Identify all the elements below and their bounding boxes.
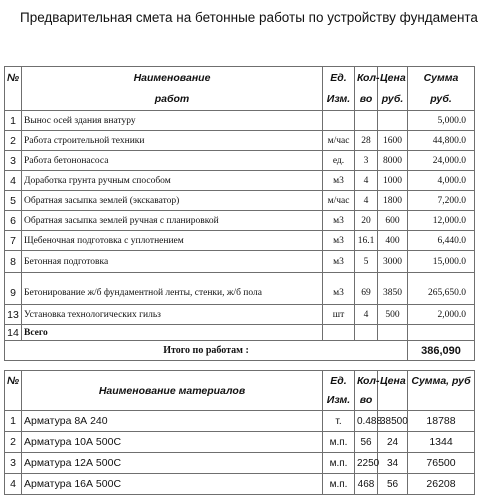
row-name: Работа строительной техники bbox=[22, 131, 323, 151]
materials-header-unit-cont: Изм. bbox=[323, 391, 355, 411]
row-sum: 76500 bbox=[408, 453, 475, 474]
table-row bbox=[5, 432, 475, 453]
table-row bbox=[5, 191, 475, 211]
row-qty bbox=[355, 111, 378, 131]
row-unit: т. bbox=[323, 411, 355, 432]
row-name: Всего bbox=[22, 325, 323, 341]
row-name: Арматура 10А 500С bbox=[22, 432, 323, 453]
table-row bbox=[5, 251, 475, 273]
row-unit: м.п. bbox=[323, 453, 355, 474]
works-header-row-2 bbox=[5, 89, 475, 111]
row-qty: 4 bbox=[355, 191, 378, 211]
row-unit: ед. bbox=[323, 151, 355, 171]
row-sum: 7,200.0 bbox=[408, 191, 475, 211]
row-num: 5 bbox=[5, 191, 22, 211]
row-name: Щебеночная подготовка с уплотнением bbox=[22, 231, 323, 251]
row-unit: м/час bbox=[323, 131, 355, 151]
row-qty: 69 bbox=[355, 283, 378, 305]
row-num: 3 bbox=[5, 151, 22, 171]
table-row bbox=[5, 171, 475, 191]
materials-header-price-cont bbox=[378, 391, 408, 411]
row-sum: 18788 bbox=[408, 411, 475, 432]
row-qty: 56 bbox=[355, 432, 378, 453]
row-qty: 4 bbox=[355, 171, 378, 191]
row-unit: м3 bbox=[323, 231, 355, 251]
row-sum bbox=[408, 325, 475, 341]
materials-header-row-1 bbox=[5, 371, 475, 391]
row-qty: 20 bbox=[355, 211, 378, 231]
table-row bbox=[5, 131, 475, 151]
row-sum: 15,000.0 bbox=[408, 251, 475, 273]
works-header-row-1 bbox=[5, 67, 475, 89]
row-sum: 24,000.0 bbox=[408, 151, 475, 171]
works-header-qty: Кол- bbox=[355, 67, 378, 89]
row-price: 600 bbox=[378, 211, 408, 231]
row-price: 400 bbox=[378, 231, 408, 251]
works-header-unit: Ед. bbox=[323, 67, 355, 89]
row-num: 4 bbox=[5, 474, 22, 495]
table-row bbox=[5, 111, 475, 131]
row-num: 4 bbox=[5, 171, 22, 191]
works-total-row bbox=[5, 341, 475, 361]
row-name: Установка технологических гильз bbox=[22, 305, 323, 325]
works-header-name-cont: работ bbox=[22, 89, 323, 111]
row-price: 8000 bbox=[378, 151, 408, 171]
row-unit: м3 bbox=[323, 171, 355, 191]
row-num: 13 bbox=[5, 305, 22, 325]
row-name: Вынос осей здания внатуру bbox=[22, 111, 323, 131]
row-name: Обратная засыпка землей (экскаватор) bbox=[22, 191, 323, 211]
row-price: 24 bbox=[378, 432, 408, 453]
row-unit: шт bbox=[323, 305, 355, 325]
row-name: Арматура 12А 500С bbox=[22, 453, 323, 474]
row-sum: 6,440.0 bbox=[408, 231, 475, 251]
works-header-qty-cont: во bbox=[355, 89, 378, 111]
row-sum: 12,000.0 bbox=[408, 211, 475, 231]
works-header-price: Цена bbox=[378, 67, 408, 89]
row-price bbox=[378, 111, 408, 131]
row-qty: 5 bbox=[355, 251, 378, 273]
row-name: Бетонная подготовка bbox=[22, 251, 323, 273]
row-qty: 3 bbox=[355, 151, 378, 171]
row-qty: 28 bbox=[355, 131, 378, 151]
row-num: 14 bbox=[5, 325, 22, 341]
materials-table bbox=[4, 370, 475, 495]
table-row bbox=[5, 453, 475, 474]
row-sum: 2,000.0 bbox=[408, 305, 475, 325]
row-price: 38500 bbox=[378, 411, 408, 432]
works-header-sum-cont: руб. bbox=[408, 89, 475, 111]
row-unit: м3 bbox=[323, 211, 355, 231]
row-price: 56 bbox=[378, 474, 408, 495]
table-row bbox=[5, 283, 475, 305]
row-unit: м3 bbox=[323, 283, 355, 305]
row-price: 34 bbox=[378, 453, 408, 474]
table-row bbox=[5, 151, 475, 171]
row-unit: м.п. bbox=[323, 474, 355, 495]
row-num: 6 bbox=[5, 211, 22, 231]
row-unit: м/час bbox=[323, 191, 355, 211]
row-price: 1600 bbox=[378, 131, 408, 151]
row-price: 3000 bbox=[378, 251, 408, 273]
row-qty: 4 bbox=[355, 305, 378, 325]
works-total-label: Итого по работам : bbox=[5, 341, 408, 361]
row-sum: 5,000.0 bbox=[408, 111, 475, 131]
works-header-price-cont: руб. bbox=[378, 89, 408, 111]
row-qty bbox=[355, 325, 378, 341]
table-row bbox=[5, 411, 475, 432]
table-row bbox=[5, 474, 475, 495]
document-title: Предварительная смета на бетонные работы по устройству фундамента bbox=[20, 10, 478, 25]
materials-header-num-cont bbox=[5, 391, 22, 411]
row-num: 7 bbox=[5, 231, 22, 251]
spacer-row bbox=[5, 273, 475, 283]
row-name: Арматура 16А 500С bbox=[22, 474, 323, 495]
row-name: Работа бетононасоса bbox=[22, 151, 323, 171]
row-unit: м3 bbox=[323, 251, 355, 273]
materials-header-qty: Кол- bbox=[355, 371, 378, 391]
row-sum: 1344 bbox=[408, 432, 475, 453]
row-price bbox=[378, 325, 408, 341]
row-name: Обратная засыпка землей ручная с планировкой bbox=[22, 211, 323, 231]
materials-header-price: Цена bbox=[378, 371, 408, 391]
row-qty: 468 bbox=[355, 474, 378, 495]
table-row-total-label bbox=[5, 325, 475, 341]
row-price: 1000 bbox=[378, 171, 408, 191]
row-num: 2 bbox=[5, 131, 22, 151]
materials-header-sum-cont bbox=[408, 391, 475, 411]
works-header-num: № bbox=[5, 67, 22, 89]
materials-header-name: Наименование материалов bbox=[22, 371, 323, 411]
works-header-name: Наименование bbox=[22, 67, 323, 89]
works-header-unit-cont: Изм. bbox=[323, 89, 355, 111]
row-unit bbox=[323, 111, 355, 131]
row-sum: 4,000.0 bbox=[408, 171, 475, 191]
row-num: 9 bbox=[5, 283, 22, 305]
row-name: Доработка грунта ручным способом bbox=[22, 171, 323, 191]
row-price: 1800 bbox=[378, 191, 408, 211]
row-sum: 26208 bbox=[408, 474, 475, 495]
row-name: Арматура 8А 240 bbox=[22, 411, 323, 432]
row-unit bbox=[323, 325, 355, 341]
table-row bbox=[5, 305, 475, 325]
works-header-num-cont bbox=[5, 89, 22, 111]
materials-header-num: № bbox=[5, 371, 22, 391]
works-table bbox=[4, 66, 475, 361]
row-sum: 265,650.0 bbox=[408, 283, 475, 305]
row-qty: 2250 bbox=[355, 453, 378, 474]
row-qty: 16.1 bbox=[355, 231, 378, 251]
row-price: 3850 bbox=[378, 283, 408, 305]
works-header-sum: Сумма bbox=[408, 67, 475, 89]
row-price: 500 bbox=[378, 305, 408, 325]
row-num: 8 bbox=[5, 251, 22, 273]
materials-header-sum: Сумма, руб bbox=[408, 371, 475, 391]
materials-header-unit: Ед. bbox=[323, 371, 355, 391]
row-num: 1 bbox=[5, 411, 22, 432]
row-qty: 0.488 bbox=[355, 411, 378, 432]
row-num: 3 bbox=[5, 453, 22, 474]
row-sum: 44,800.0 bbox=[408, 131, 475, 151]
table-row bbox=[5, 211, 475, 231]
row-name: Бетонирование ж/б фундаментной ленты, стенки, ж/б пола bbox=[22, 283, 323, 305]
works-total-value: 386,090 bbox=[408, 341, 475, 361]
table-row bbox=[5, 231, 475, 251]
materials-header-qty-cont: во bbox=[355, 391, 378, 411]
row-unit: м.п. bbox=[323, 432, 355, 453]
row-num: 1 bbox=[5, 111, 22, 131]
row-num: 2 bbox=[5, 432, 22, 453]
